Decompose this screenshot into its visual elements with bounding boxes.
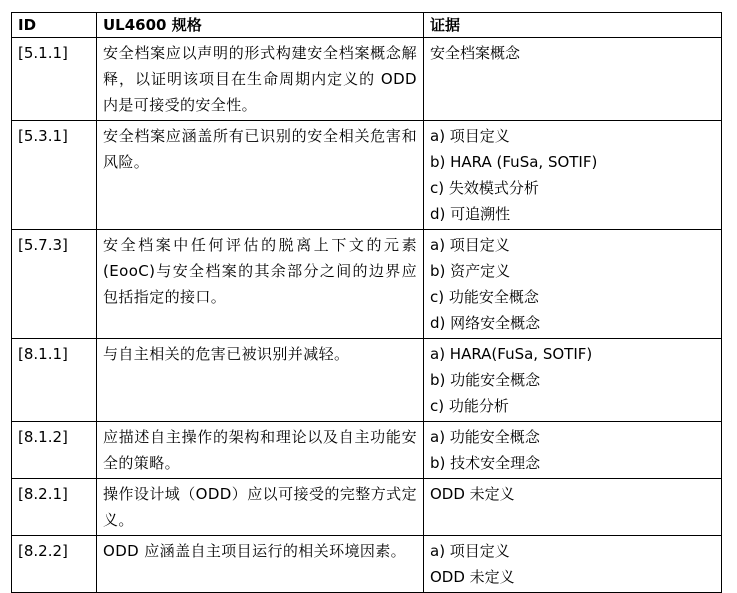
evidence-item: d) 网络安全概念 xyxy=(430,314,541,332)
evidence-item: d) 可追溯性 xyxy=(430,205,511,223)
row-evidence xyxy=(424,230,722,339)
header-spec: UL4600 规格 xyxy=(97,13,424,38)
evidence-item: c) 功能安全概念 xyxy=(430,288,539,306)
table-row xyxy=(12,230,722,339)
table-row xyxy=(12,479,722,536)
header-evidence: 证据 xyxy=(424,13,722,38)
evidence-item: b) 资产定义 xyxy=(430,262,511,280)
row-spec: ODD 应涵盖自主项目运行的相关环境因素。 xyxy=(97,536,424,593)
row-id: [5.3.1] xyxy=(12,121,97,230)
row-evidence xyxy=(424,339,722,422)
evidence-item: a) 项目定义 xyxy=(430,127,510,145)
row-spec: 安全档案应以声明的形式构建安全档案概念解释，以证明该项目在生命周期内定义的 ODD 内是可接受的安全性。 xyxy=(97,38,424,121)
header-id: ID xyxy=(12,13,97,38)
row-id: [8.1.1] xyxy=(12,339,97,422)
evidence-item: b) HARA (FuSa, SOTIF) xyxy=(430,153,598,171)
table-row xyxy=(12,536,722,593)
row-spec: 应描述自主操作的架构和理论以及自主功能安全的策略。 xyxy=(97,422,424,479)
row-id: [8.2.1] xyxy=(12,479,97,536)
evidence-item: a) 项目定义 xyxy=(430,542,510,560)
evidence-item: ODD 未定义 xyxy=(430,568,515,586)
evidence-item: a) HARA(FuSa, SOTIF) xyxy=(430,345,593,363)
row-spec: 安全档案中任何评估的脱离上下文的元素(EooC)与安全档案的其余部分之间的边界应包括指定的接口。 xyxy=(97,230,424,339)
row-id: [5.7.3] xyxy=(12,230,97,339)
row-id: [8.1.2] xyxy=(12,422,97,479)
table-row xyxy=(12,339,722,422)
evidence-item: c) 失效模式分析 xyxy=(430,179,539,197)
row-evidence xyxy=(424,121,722,230)
row-spec: 与自主相关的危害已被识别并减轻。 xyxy=(97,339,424,422)
requirements-table xyxy=(11,12,722,593)
row-evidence xyxy=(424,422,722,479)
row-spec: 安全档案应涵盖所有已识别的安全相关危害和风险。 xyxy=(97,121,424,230)
row-evidence xyxy=(424,38,722,121)
table-row xyxy=(12,38,722,121)
evidence-item: ODD 未定义 xyxy=(430,485,515,503)
evidence-item: b) 技术安全理念 xyxy=(430,454,541,472)
evidence-item: a) 项目定义 xyxy=(430,236,510,254)
evidence-item: a) 功能安全概念 xyxy=(430,428,540,446)
table-row xyxy=(12,121,722,230)
evidence-item: c) 功能分析 xyxy=(430,397,509,415)
requirements-table-container xyxy=(11,12,722,593)
row-id: [8.2.2] xyxy=(12,536,97,593)
table-row xyxy=(12,422,722,479)
row-spec: 操作设计域（ODD）应以可接受的完整方式定义。 xyxy=(97,479,424,536)
row-evidence xyxy=(424,479,722,536)
table-header-row xyxy=(12,13,722,38)
evidence-item: 安全档案概念 xyxy=(430,44,521,62)
row-id: [5.1.1] xyxy=(12,38,97,121)
evidence-item: b) 功能安全概念 xyxy=(430,371,541,389)
row-evidence xyxy=(424,536,722,593)
